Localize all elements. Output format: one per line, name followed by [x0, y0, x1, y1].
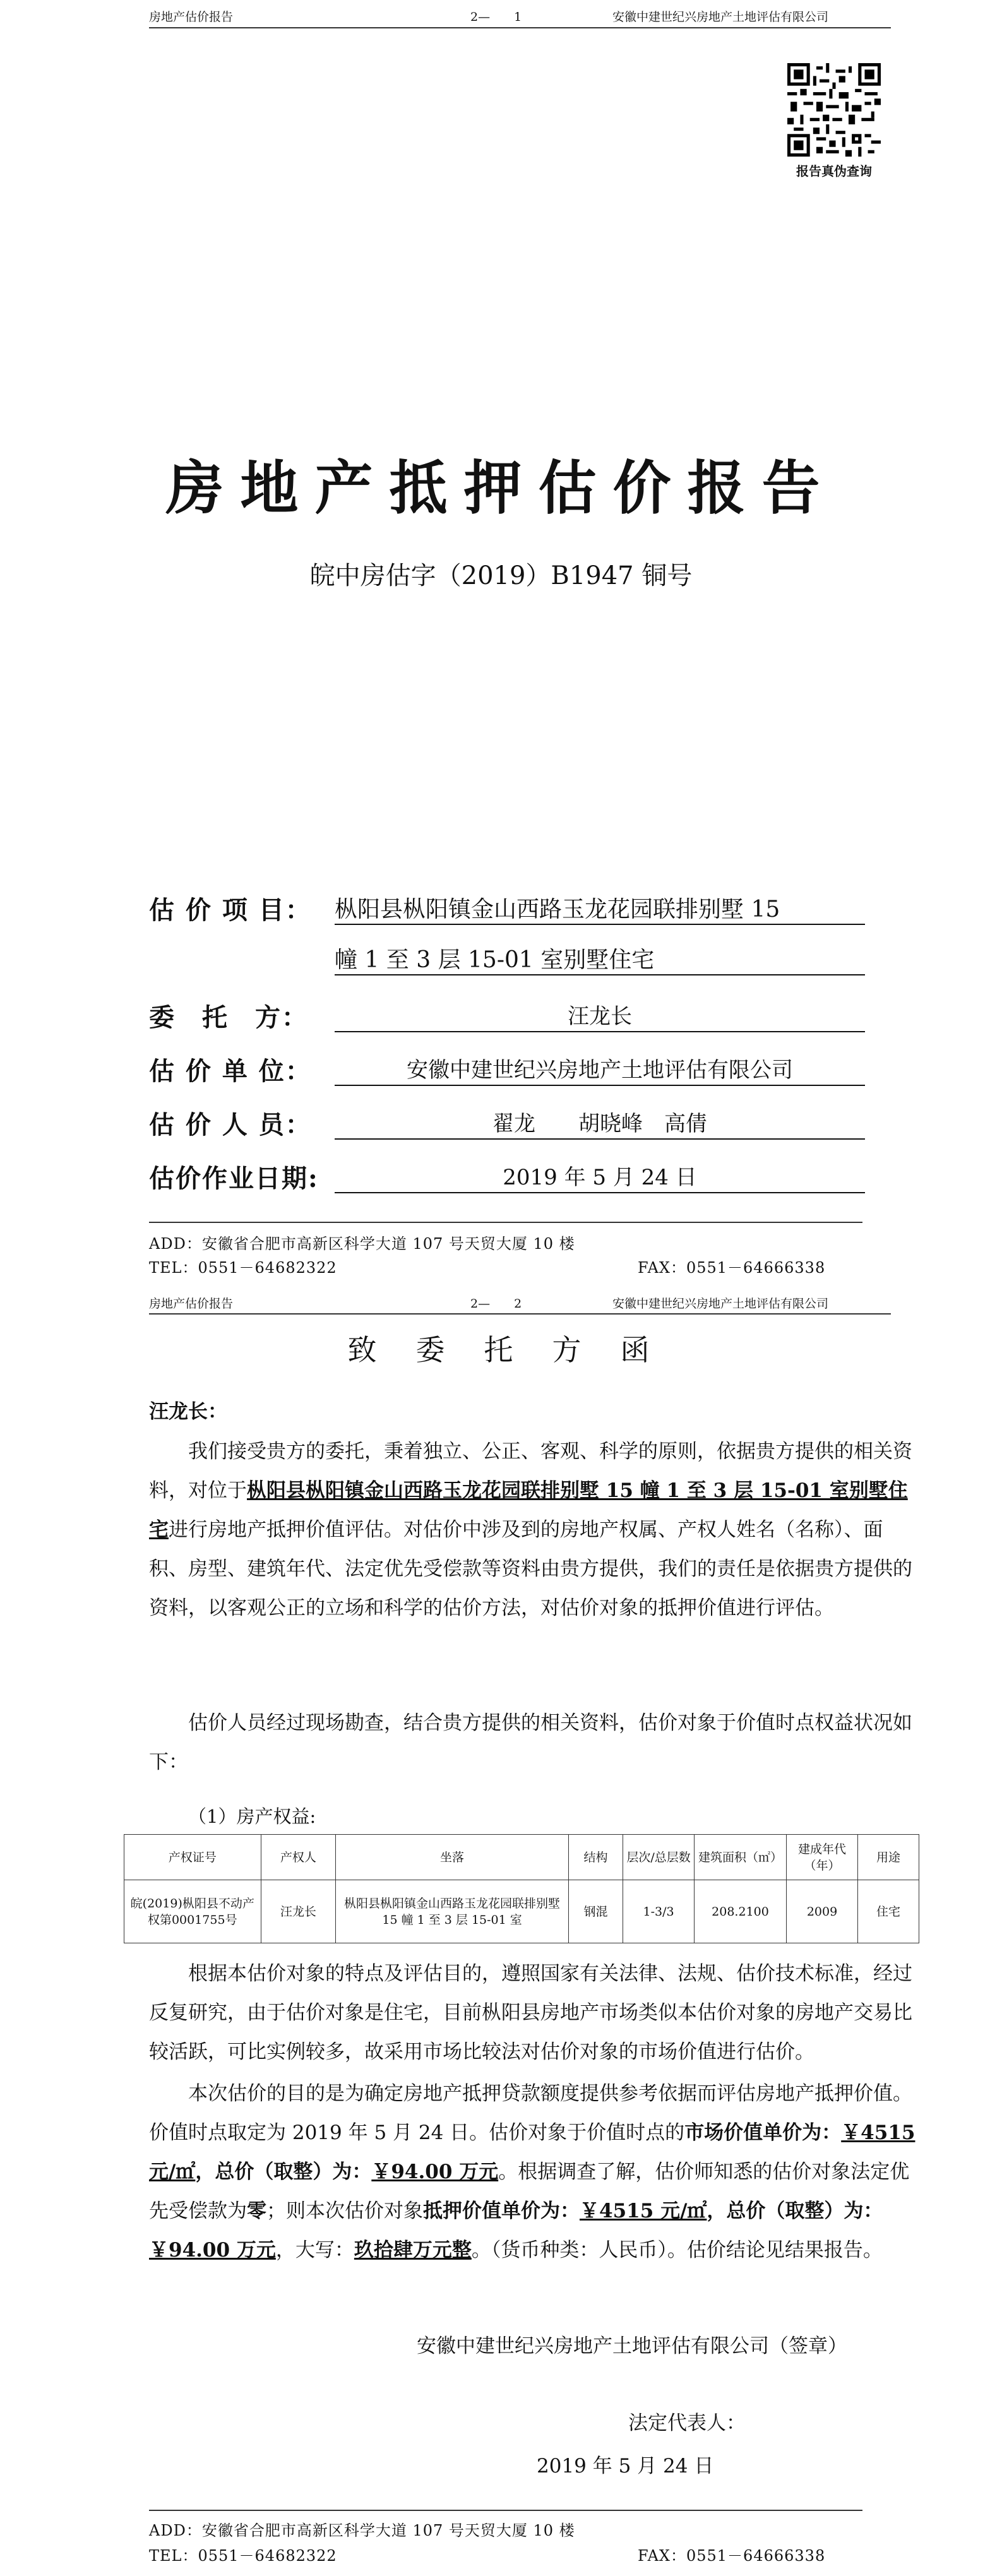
- footer-address: ADD：安徽省合肥市高新区科学大道 107 号天贸大厦 10 楼: [149, 2522, 575, 2539]
- market-unit-price: ￥4515 元/㎡: [149, 2121, 916, 2183]
- field-underline: [335, 924, 865, 925]
- text: ，总价（取整）为：: [707, 2200, 883, 2222]
- header-rule: [149, 1313, 891, 1315]
- field-label-appraiser-unit: 估 价 单 位：: [149, 1056, 312, 1086]
- table-cell: 枞阳县枞阳镇金山西路玉龙花园联排别墅 15 幢 1 至 3 层 15-01 室: [336, 1880, 569, 1943]
- header-left: 房地产估价报告: [149, 1297, 234, 1311]
- paragraph-conclusion: [149, 2074, 919, 2270]
- market-total-price: ￥94.00 万元: [371, 2161, 499, 2183]
- mortgage-total-price: ￥94.00 万元: [149, 2239, 276, 2262]
- footer-fax: FAX：0551－64666338: [638, 1259, 826, 1277]
- report-title: 房地产抵押估价报告: [165, 454, 837, 522]
- table-cell: 2009: [786, 1880, 857, 1943]
- table-header: 用途: [858, 1835, 919, 1880]
- field-value-appraisers: 翟龙 胡晓峰 高倩: [492, 1111, 707, 1136]
- field-underline: [335, 1085, 865, 1086]
- field-value-project-line1: 枞阳县枞阳镇金山西路玉龙花园联排别墅 15: [335, 897, 780, 922]
- table-header: 产权人: [261, 1835, 336, 1880]
- legal-representative: 法定代表人：: [628, 2412, 746, 2435]
- text: ；则本次估价对象: [266, 2200, 423, 2222]
- footer-address: ADD：安徽省合肥市高新区科学大道 107 号天贸大厦 10 楼: [149, 1235, 575, 1253]
- field-underline: [335, 974, 865, 975]
- table-cell: 皖(2019)枞阳县不动产权第0001755号: [124, 1880, 261, 1943]
- paragraph-methodology: 根据本估价对象的特点及评估目的，遵照国家有关法律、法规、估价技术标准，经过反复研究，由于估价对象是住宅，目前枞阳县房地产市场类似本估价对象的房地产交易比较活跃，可比实例较多，故采用市场比较法对估价对象的市场价值进行估价。: [149, 1962, 912, 2063]
- text: 市场价值单价为：: [684, 2121, 842, 2144]
- table-header: 建筑面积（㎡）: [695, 1835, 787, 1880]
- text: 进行房地产抵押价值评估。对估价中涉及到的房地产权属、产权人姓名（名称）、面积、房型、建筑年代、法定优先受偿款等资料由贵方提供，我们的责任是依据贵方提供的资料，以客观公正的立场和科学的估价方法，对估价对象的抵押价值进行评估。: [149, 1518, 912, 1619]
- amount-in-words: 玖拾肆万元整: [354, 2239, 472, 2262]
- rights-label: （1）房产权益:: [188, 1806, 316, 1827]
- table-cell: 钢混: [569, 1880, 623, 1943]
- paragraph-inspection: 估价人员经过现场勘查，结合贵方提供的相关资料，估价对象于价值时点权益状况如下：: [149, 1712, 912, 1774]
- field-value-client: 汪龙长: [568, 1004, 632, 1029]
- header-page-number: 2— 1: [470, 10, 522, 24]
- header-right: 安徽中建世纪兴房地产土地评估有限公司: [612, 1297, 829, 1311]
- field-value-project-line2: 幢 1 至 3 层 15-01 室别墅住宅: [335, 947, 655, 973]
- table-cell: 208.2100: [695, 1880, 787, 1943]
- footer-fax: FAX：0551－64666338: [638, 2547, 826, 2565]
- signature-company: 安徽中建世纪兴房地产土地评估有限公司（签章）: [417, 2335, 847, 2358]
- property-rights-table: [124, 1834, 919, 1943]
- salutation: 汪龙长：: [149, 1400, 227, 1423]
- field-value-appraiser-unit: 安徽中建世纪兴房地产土地评估有限公司: [407, 1058, 793, 1083]
- footer-tel: TEL：0551－64682322: [149, 2547, 337, 2565]
- qr-code-icon[interactable]: [787, 63, 881, 157]
- table-header: 坐落: [336, 1835, 569, 1880]
- field-label-client: 委 托 方：: [149, 1003, 308, 1032]
- text: 抵押价值单价为：: [423, 2200, 580, 2222]
- text: 。（货币种类：人民币）。估价结论见结果报告。: [471, 2239, 883, 2262]
- header-right: 安徽中建世纪兴房地产土地评估有限公司: [612, 10, 829, 24]
- letter-title: 致 委 托 方 函: [347, 1333, 655, 1367]
- text: 本次估价的目的是为确定房地产抵押贷款额度提供参考依据而评估房地产抵押价值。价值时点取定为 2019 年 5 月 24 日。估价对象于价值时点的: [149, 2082, 912, 2144]
- field-label-project: 估 价 项 目：: [149, 895, 312, 925]
- field-label-appraisers: 估 价 人 员：: [149, 1110, 312, 1140]
- text: ，大写：: [275, 2239, 354, 2262]
- table-cell: 住宅: [858, 1880, 919, 1943]
- text: 零: [247, 2200, 266, 2222]
- field-underline: [335, 1138, 865, 1140]
- field-underline: [335, 1031, 865, 1032]
- table-row: [124, 1880, 919, 1943]
- footer-rule: [149, 2510, 862, 2511]
- report-number: 皖中房估字（2019）B1947 铜号: [309, 561, 693, 590]
- table-cell: 汪龙长: [261, 1880, 336, 1943]
- table-cell: 1-3/3: [623, 1880, 694, 1943]
- property-address: 枞阳县枞阳镇金山西路玉龙花园联排别墅 15 幢 1 至 3 层 15-01 室别墅住宅: [149, 1479, 908, 1541]
- table-header: 层次/总层数: [623, 1835, 694, 1880]
- table-header: 建成年代（年）: [786, 1835, 857, 1880]
- field-value-work-date: 2019 年 5 月 24 日: [503, 1165, 697, 1190]
- table-header: 结构: [569, 1835, 623, 1880]
- paragraph-intro: [149, 1432, 919, 1628]
- footer-tel: TEL：0551－64682322: [149, 1259, 337, 1277]
- field-underline: [335, 1192, 865, 1193]
- text: ，总价（取整）为：: [195, 2161, 372, 2183]
- field-label-work-date: 估价作业日期:: [149, 1164, 319, 1193]
- header-left: 房地产估价报告: [149, 10, 234, 24]
- mortgage-unit-price: ￥4515 元/㎡: [580, 2200, 707, 2222]
- text: 我们接受贵方的委托，秉着独立、公正、客观、科学的原则，依据贵方提供的相关资料，对位于: [149, 1440, 912, 1502]
- footer-rule: [149, 1222, 862, 1223]
- qr-caption: 报告真伪查询: [796, 165, 872, 179]
- header-page-number: 2— 2: [470, 1297, 522, 1311]
- table-header: 产权证号: [124, 1835, 261, 1880]
- header-rule: [149, 27, 891, 28]
- text: 。根据调查了解，估价师知悉的估价对象法定优先受偿款为: [149, 2161, 910, 2222]
- signature-date: 2019 年 5 月 24 日: [537, 2455, 714, 2478]
- table-header-row: [124, 1835, 919, 1880]
